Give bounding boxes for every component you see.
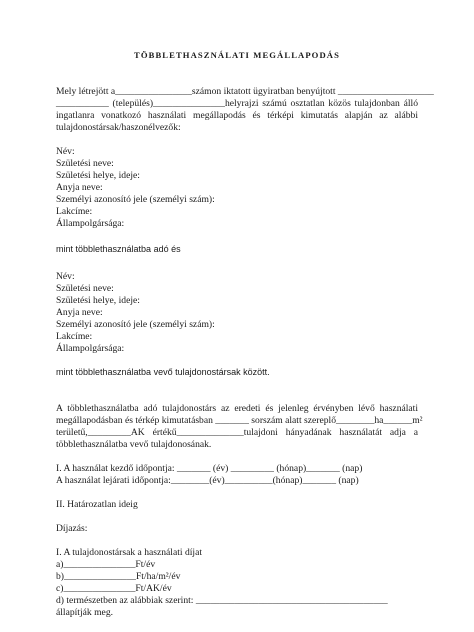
end-date-line: A használat lejárati időpontja:________(év)__________(hónap)_______ (nap) — [56, 475, 359, 486]
party1-citizenship-field: Állampolgársága: — [56, 218, 125, 229]
section-2-heading: II. Határozatlan ideig — [56, 499, 138, 510]
start-date-line: I. A használat kezdő időpontja: _______ (év) _________ (hónap)_______ (nap) — [56, 463, 363, 474]
party2-mother-name-field: Anyja neve: — [56, 307, 103, 318]
fee-line-d: d) természetben az alábbiak szerint: ________________________________________ — [56, 595, 388, 606]
intro-line-3: ingatlanra vonatkozó használati megállapodás és térképi kimutatás alapján az alábbi — [56, 110, 418, 121]
party1-name-field: Név: — [56, 146, 75, 157]
document-title: TÖBBLETHASZNÁLATI MEGÁLLAPODÁS — [134, 50, 340, 60]
party2-citizenship-field: Állampolgársága: — [56, 343, 125, 354]
party2-name-field: Név: — [56, 271, 75, 282]
party1-address-field: Lakcíme: — [56, 206, 93, 217]
party1-id-field: Személyi azonosító jele (személyi szám): — [56, 194, 215, 205]
intro-line-4: tulajdonostársak/haszonélvezők: — [56, 122, 181, 133]
party1-birth-place-field: Születési helye, ideje: — [56, 170, 140, 181]
party1-mother-name-field: Anyja neve: — [56, 182, 103, 193]
clause-line-1: A többlethasználatba adó tulajdonostárs az eredeti és jelenleg érvényben lévő használati — [56, 403, 418, 414]
clause-line-4: többlethasználatba vevő tulajdonosának. — [56, 439, 212, 450]
intro-line-1: Mely létrejött a________________számon iktatott ügyiratban benyújtott ____________________ — [56, 86, 434, 97]
party2-birth-place-field: Születési helye, ideje: — [56, 295, 140, 306]
clause-line-2: megállapodásban és térkép kimutatásban _______ sorszám alatt szereplő________ha______m² — [56, 415, 423, 426]
party2-id-field: Személyi azonosító jele (személyi szám): — [56, 319, 215, 330]
fee-line-a: a)_______________Ft/év — [56, 559, 156, 570]
intro-line-2: ___________ (település)_______________helyrajzi számú osztatlan közös tulajdonban álló — [56, 98, 418, 109]
party2-birth-name-field: Születési neve: — [56, 283, 114, 294]
party1-role: mint többlethasználatba adó és — [56, 244, 181, 254]
fee-line-end: állapítják meg. — [56, 607, 114, 618]
party1-birth-name-field: Születési neve: — [56, 158, 114, 169]
fee-line-c: c)_______________Ft/AK/év — [56, 583, 172, 594]
fee-line-b: b)_______________Ft/ha/m²/év — [56, 571, 181, 582]
fee-intro: I. A tulajdonostársak a használati díjat — [56, 547, 202, 558]
party2-role: mint többlethasználatba vevő tulajdonostársak között. — [56, 367, 270, 377]
clause-line-3: területű,_________AK értékű______________tulajdoni hányadának használatát adja a — [56, 427, 418, 438]
party2-address-field: Lakcíme: — [56, 331, 93, 342]
fee-label: Díjazás: — [56, 523, 88, 534]
